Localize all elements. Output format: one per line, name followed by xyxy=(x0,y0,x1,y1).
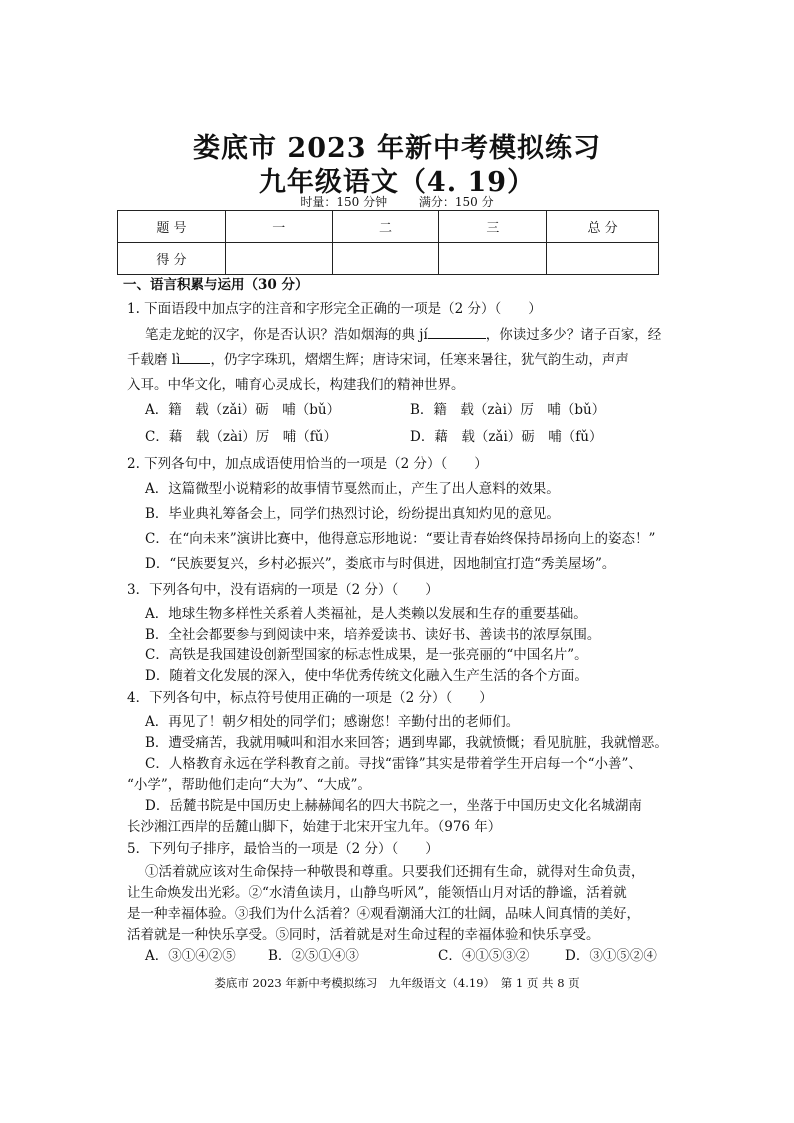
option-c[interactable]: C．高铁是我国建设创新型国家的标志性成果，是一张亮丽的“中国名片”。 xyxy=(145,647,588,663)
question-1-passage-line xyxy=(127,351,629,369)
page-footer: 娄底市 2023 年新中考模拟练习 九年级语文（4.19） 第 1 页 共 8 页 xyxy=(214,976,580,990)
question-3-stem: 3．下列各句中，没有语病的一项是（2 分）（ ） xyxy=(127,582,439,598)
question-1-passage-line xyxy=(145,326,661,344)
question-1-passage-line: 入耳。中华文化，哺育心灵成长，构建我们的精神世界。 xyxy=(127,377,465,393)
section-heading: 一、语言积累与运用（30 分） xyxy=(123,277,309,293)
full-score: 满分：150 分 xyxy=(418,195,494,209)
option-a[interactable]: A．籍 载（zǎi）砺 哺（bǔ） xyxy=(145,402,341,418)
passage-text: ，仍字字珠玑，熠熠生辉；唐诗宋词，任寒来暑往，犹气韵生动，声声 xyxy=(210,352,629,368)
exam-title: 娄底市 2023 年新中考模拟练习 xyxy=(193,133,601,164)
option-d[interactable]: D．随着文化发展的深入，使中华优秀传统文化融入生产生活的各个方面。 xyxy=(145,668,588,684)
option-d[interactable]: D．岳麓书院是中国历史上赫赫闻名的四大书院之一，坐落于中国历史文化名城湖南 xyxy=(145,798,642,814)
option-c[interactable]: C．④①⑤③② xyxy=(438,948,530,964)
option-b[interactable]: B．遭受痛苦，我就用喊叫和泪水来回答；遇到卑鄙，我就愤慨；看见肮脏，我就憎恶。 xyxy=(145,735,668,751)
option-b[interactable]: B．籍 载（zài）厉 哺（bǔ） xyxy=(410,402,606,418)
score-table-score-row xyxy=(118,243,659,275)
score-table-cell: 题 号 xyxy=(118,211,226,243)
option-a[interactable]: A．这篇微型小说精彩的故事情节戛然而止，产生了出人意料的效果。 xyxy=(145,481,560,497)
fill-blank[interactable] xyxy=(180,351,210,364)
exam-meta xyxy=(0,193,794,210)
fill-blank[interactable] xyxy=(428,326,486,339)
passage-text: 笔走龙蛇的汉字，你是否认识？浩如烟海的典 jí xyxy=(145,327,428,343)
option-c[interactable]: C．人格教育永远在学科教育之前。寻找“雷锋”其实是带着学生开启每一个“小善”、 xyxy=(145,756,642,772)
score-table-header-row xyxy=(118,211,659,243)
score-entry-cell[interactable] xyxy=(547,243,659,275)
option-b[interactable]: B．全社会都要参与到阅读中来，培养爱读书、读好书、善读书的浓厚氛围。 xyxy=(145,627,601,643)
option-c[interactable]: C．在“向未来”演讲比赛中，他得意忘形地说：“要让青春始终保持昂扬向上的姿态！” xyxy=(145,531,656,547)
option-a[interactable]: A．再见了！朝夕相处的同学们；感谢您！辛勤付出的老师们。 xyxy=(145,714,520,730)
option-d[interactable]: D．藉 载（zǎi）砺 哺（fǔ） xyxy=(410,429,603,445)
option-a[interactable]: A．地球生物多样性关系着人类福祉，是人类赖以发展和生存的重要基础。 xyxy=(145,606,587,622)
option-a[interactable]: A．③①④②⑤ xyxy=(145,948,236,964)
passage-text: 千载磨 lì xyxy=(127,352,181,368)
score-table xyxy=(117,210,659,275)
question-5-passage-line: 活着就是一种快乐享受。⑤同时，活着就是对生命过程的幸福体验和快乐享受。 xyxy=(127,927,600,943)
question-5-passage-line: 让生命焕发出光彩。②“水清鱼读月，山静鸟听风”，能领悟山月对话的静谧，活着就 xyxy=(127,885,627,901)
score-table-cell: 一 xyxy=(225,211,332,243)
question-5-passage-line: 是一种幸福体验。③我们为什么活着？④观看潮涌大江的壮阔，品味人间真情的美好， xyxy=(127,906,640,922)
question-1-stem: 1. 下面语段中加点字的注音和字形完全正确的一项是（2 分）（ ） xyxy=(127,301,542,317)
option-b[interactable]: B．毕业典礼筹备会上，同学们热烈讨论，纷纷提出真知灼见的意见。 xyxy=(145,506,560,522)
score-table-cell: 二 xyxy=(332,211,439,243)
option-d[interactable]: D．“民族要复兴，乡村必振兴”，娄底市与时俱进，因地制宜打造“秀美屋场”。 xyxy=(145,556,616,572)
score-table-cell: 三 xyxy=(439,211,547,243)
question-5-passage-line: ①活着就应该对生命保持一种敬畏和尊重。只要我们还拥有生命，就得对生命负责， xyxy=(145,864,645,880)
passage-text: ，你读过多少？诸子百家，经 xyxy=(485,327,662,343)
question-2-stem: 2. 下列各句中，加点成语使用恰当的一项是（2 分）（ ） xyxy=(127,456,488,472)
score-entry-cell[interactable] xyxy=(332,243,439,275)
option-d[interactable]: D．③①⑤②④ xyxy=(565,948,657,964)
score-table-cell: 总 分 xyxy=(547,211,659,243)
time-limit: 时量：150 分钟 xyxy=(300,195,388,209)
question-5-stem: 5．下列句子排序，最恰当的一项是（2 分）（ ） xyxy=(127,841,439,857)
score-entry-cell[interactable] xyxy=(439,243,547,275)
exam-subtitle: 九年级语文（4. 19） xyxy=(258,167,536,198)
option-c[interactable]: C．藉 载（zài）厉 哺（fǔ） xyxy=(145,429,337,445)
score-entry-cell[interactable] xyxy=(225,243,332,275)
option-c-continued: “小学”，帮助他们走向“大为”、“大成”。 xyxy=(127,777,371,793)
score-table-cell: 得 分 xyxy=(118,243,226,275)
question-4-stem: 4．下列各句中，标点符号使用正确的一项是（2 分）（ ） xyxy=(127,690,493,706)
option-b[interactable]: B．②⑤①④③ xyxy=(268,948,359,964)
option-d-continued: 长沙湘江西岸的岳麓山脚下，始建于北宋开宝九年。（976 年） xyxy=(127,819,502,835)
